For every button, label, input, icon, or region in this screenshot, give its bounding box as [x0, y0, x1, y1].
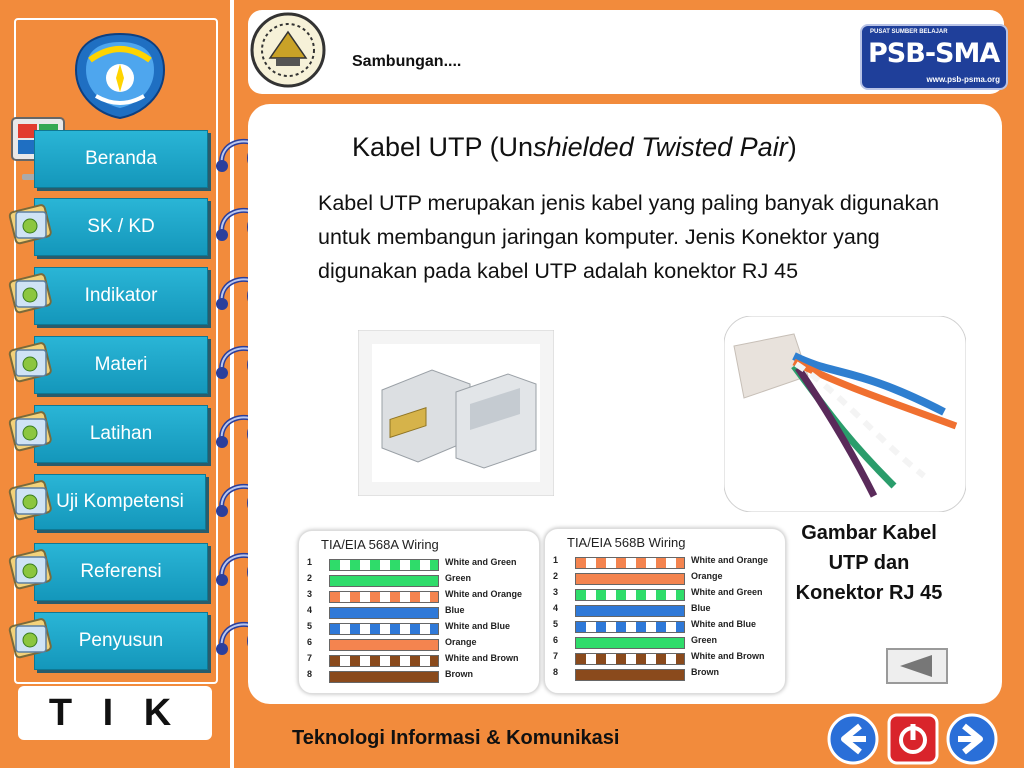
rj45-connector-image [358, 330, 554, 496]
page-title: Sambungan.... [352, 53, 462, 70]
nav-beranda-button[interactable]: Beranda [34, 130, 208, 188]
wire-color-bar [575, 669, 685, 681]
wire-row [307, 557, 537, 571]
triangle-left-icon [888, 650, 946, 682]
wire-row [553, 587, 783, 601]
wire-row [307, 653, 537, 667]
wire-pin-number: 2 [553, 571, 559, 581]
wire-pin-number: 7 [553, 651, 559, 661]
nav-uji-kompetensi-button[interactable]: Uji Kompetensi [34, 474, 206, 530]
wire-pin-number: 4 [307, 605, 313, 615]
wire-color-bar [575, 589, 685, 601]
wire-color-bar [575, 653, 685, 665]
wire-color-label: White and Blue [445, 621, 510, 631]
wire-color-label: Brown [691, 667, 719, 677]
wire-color-bar [329, 655, 439, 667]
nav-referensi-button[interactable]: Referensi [34, 543, 208, 601]
folder-globe-icon [6, 543, 56, 593]
wire-color-label: White and Green [445, 557, 517, 567]
wire-row [307, 589, 537, 603]
wire-color-label: Green [691, 635, 718, 645]
wire-color-label: White and Brown [445, 653, 519, 663]
image-caption: Gambar Kabel UTP dan Konektor RJ 45 [795, 522, 943, 604]
title-suffix: ) [787, 132, 797, 162]
folder-globe-icon [6, 405, 56, 455]
wire-row [307, 637, 537, 651]
content-body-text: Kabel UTP merupakan jenis kabel yang paling banyak digunakan untuk membangun jaringan komputer. Jenis Konektor yang digunakan pada kabel UTP adalah konektor RJ 45 [318, 191, 940, 283]
folder-globe-icon [6, 198, 56, 248]
wire-pin-number: 4 [553, 603, 559, 613]
wire-pin-number: 6 [307, 637, 313, 647]
wiring-568a-card [298, 530, 540, 694]
folder-globe-icon [6, 267, 56, 317]
wire-pin-number: 6 [553, 635, 559, 645]
tik-brand-box: T I K [18, 686, 212, 740]
wire-color-bar [575, 557, 685, 569]
nav-sk-kd-button[interactable]: SK / KD [34, 198, 208, 256]
footer-title: Teknologi Informasi & Komunikasi [292, 727, 620, 749]
wire-row [307, 573, 537, 587]
wire-pin-number: 3 [307, 589, 313, 599]
psb-logo-top-text: PUSAT SUMBER BELAJAR [870, 29, 948, 35]
wire-color-label: Brown [445, 669, 473, 679]
wire-pin-number: 5 [307, 621, 313, 631]
school-emblem-logo [248, 10, 328, 90]
next-arrow-button[interactable] [944, 712, 1000, 766]
exit-power-button[interactable] [886, 712, 940, 766]
title-prefix: Kabel UTP (Un [352, 132, 534, 162]
folder-globe-icon [6, 336, 56, 386]
wire-color-label: Blue [691, 603, 711, 613]
wire-pin-number: 1 [307, 557, 313, 567]
wire-color-bar [575, 621, 685, 633]
wire-color-label: Orange [445, 637, 477, 647]
wire-color-label: Green [445, 573, 472, 583]
wire-color-label: White and Orange [445, 589, 523, 599]
previous-arrow-button[interactable] [826, 712, 880, 766]
wire-pin-number: 1 [553, 555, 559, 565]
wire-row [553, 651, 783, 665]
folder-globe-icon [6, 612, 56, 662]
wire-color-label: White and Green [691, 587, 763, 597]
psb-logo-url: www.psb-psma.org [926, 75, 1000, 84]
nav-latihan-button[interactable]: Latihan [34, 405, 208, 463]
wire-pin-number: 7 [307, 653, 313, 663]
utp-cable-image [724, 316, 966, 512]
wire-row [553, 571, 783, 585]
wire-color-bar [329, 639, 439, 651]
wiring-568b-title: TIA/EIA 568B Wiring [567, 535, 686, 550]
wire-row [553, 635, 783, 649]
tut-wuri-handayani-logo [70, 30, 170, 120]
wire-color-label: Blue [445, 605, 465, 615]
wire-color-bar [329, 671, 439, 683]
psb-logo-name: PSB-SMA [868, 38, 1000, 69]
content-title [352, 132, 797, 163]
wire-color-bar [329, 559, 439, 571]
nav-indikator-button[interactable]: Indikator [34, 267, 208, 325]
wire-color-bar [329, 591, 439, 603]
wiring-568b-card [544, 528, 786, 694]
psb-sma-logo [860, 24, 1008, 90]
wire-pin-number: 3 [553, 587, 559, 597]
wire-row [553, 603, 783, 617]
folder-globe-icon [6, 474, 56, 524]
wire-row [553, 555, 783, 569]
wire-color-bar [575, 605, 685, 617]
wiring-568a-title: TIA/EIA 568A Wiring [321, 537, 439, 552]
wire-color-label: White and Brown [691, 651, 765, 661]
wire-row [307, 621, 537, 635]
wire-pin-number: 2 [307, 573, 313, 583]
nav-penyusun-button[interactable]: Penyusun [34, 612, 208, 670]
wire-color-bar [329, 575, 439, 587]
nav-materi-button[interactable]: Materi [34, 336, 208, 394]
wire-color-label: White and Blue [691, 619, 756, 629]
wire-pin-number: 5 [553, 619, 559, 629]
wire-color-label: White and Orange [691, 555, 769, 565]
wire-color-bar [329, 607, 439, 619]
wire-color-bar [329, 623, 439, 635]
wire-row [553, 619, 783, 633]
wire-color-bar [575, 637, 685, 649]
wire-row [553, 667, 783, 681]
back-triangle-button[interactable] [886, 648, 948, 684]
title-italic: shielded Twisted Pair [533, 132, 788, 162]
wire-color-bar [575, 573, 685, 585]
wire-color-label: Orange [691, 571, 723, 581]
wire-pin-number: 8 [553, 667, 559, 677]
wire-row [307, 605, 537, 619]
wire-row [307, 669, 537, 683]
wire-pin-number: 8 [307, 669, 313, 679]
